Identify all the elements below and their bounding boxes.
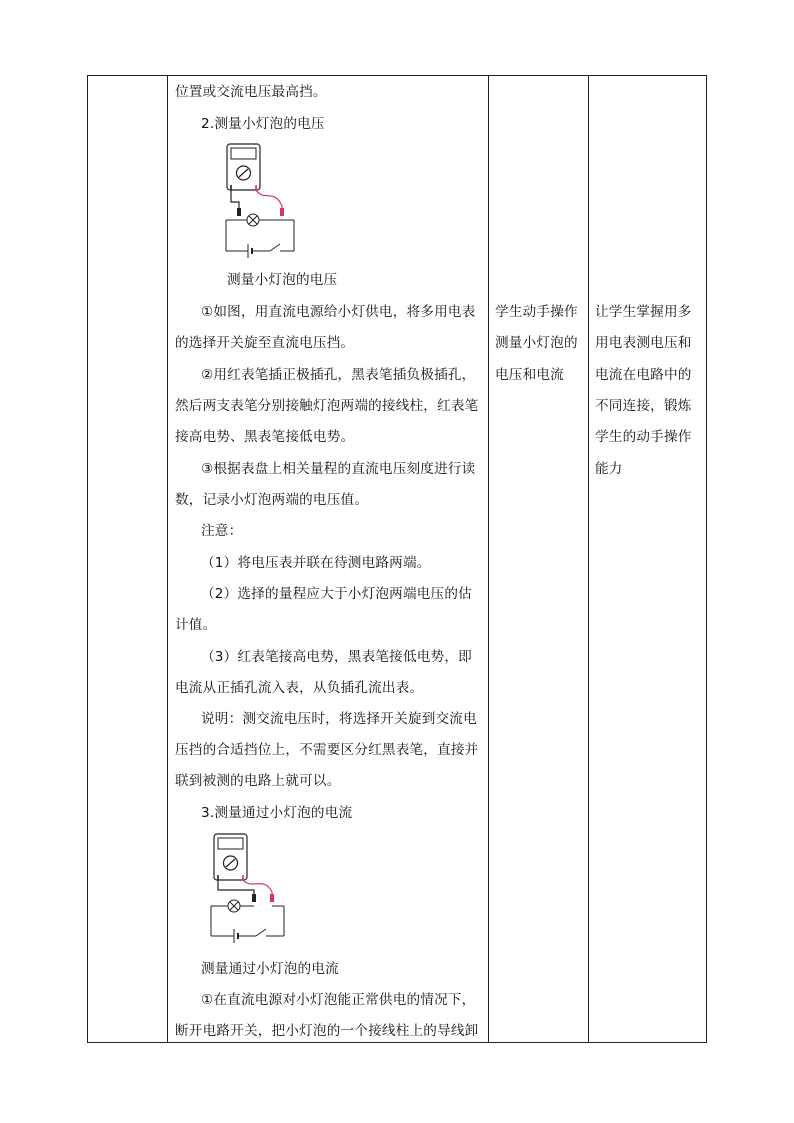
text-line: 说明：测交流电压时，将选择开关旋到交流电 (201, 711, 477, 727)
text-line: 联到被测的电路上就可以。 (175, 773, 341, 789)
column-divider (488, 76, 489, 1042)
figure-caption: 测量小灯泡的电压 (227, 272, 338, 288)
text-line: 断开电路开关，把小灯泡的一个接线柱上的导线卸 (175, 1023, 479, 1039)
column-divider (167, 76, 168, 1042)
text-line: 学生的动手操作 (595, 429, 692, 445)
text-line: 让学生掌握用多 (595, 304, 692, 320)
text-line: 位置或交流电压最高挡。 (175, 84, 327, 100)
section-heading: 3.测量通过小灯泡的电流 (201, 805, 353, 821)
text-line: 然后两支表笔分别接触灯泡两端的接线柱，红表笔 (175, 398, 479, 414)
text-line: ①在直流电源对小灯泡能正常供电的情况下， (201, 992, 476, 1008)
text-line: ②用红表笔插正极插孔，黑表笔插负极插孔， (201, 367, 476, 383)
text-line: （3）红表笔接高电势，黑表笔接低电势，即 (201, 649, 472, 665)
section-heading: 2.测量小灯泡的电压 (201, 116, 325, 132)
text-line: 电流在电路中的 (595, 367, 692, 383)
text-line: 的选择开关旋至直流电压挡。 (175, 335, 355, 351)
multimeter-current-diagram (208, 830, 298, 954)
text-line: 电流从正插孔流入表，从负插孔流出表。 (175, 680, 424, 696)
text-line: （2）选择的量程应大于小灯泡两端电压的估 (201, 586, 472, 602)
text-line: ①如图，用直流电源给小灯供电，将多用电表 (201, 304, 476, 320)
text-line: 不同连接，锻炼 (595, 398, 692, 414)
text-line: 计值。 (175, 617, 217, 633)
text-line: ③根据表盘上相关量程的直流电压刻度进行读 (201, 461, 476, 477)
note-heading: 注意： (201, 523, 243, 539)
text-line: 接高电势、黑表笔接低电势。 (175, 429, 355, 445)
text-line: 用电表测电压和 (595, 335, 692, 351)
column-divider (588, 76, 589, 1042)
text-line: 学生动手操作 (495, 304, 578, 320)
text-line: 能力 (595, 461, 623, 477)
text-line: 测量小灯泡的 (495, 335, 578, 351)
lesson-table (87, 75, 707, 1043)
text-line: （1）将电压表并联在待测电路两端。 (201, 555, 431, 571)
text-line: 数，记录小灯泡两端的电压值。 (175, 492, 369, 508)
text-line: 电压和电流 (495, 367, 564, 383)
figure-caption: 测量通过小灯泡的电流 (201, 961, 339, 977)
multimeter-voltage-diagram (216, 140, 306, 264)
text-line: 压挡的合适挡位上，不需要区分红黑表笔，直接并 (175, 742, 479, 758)
